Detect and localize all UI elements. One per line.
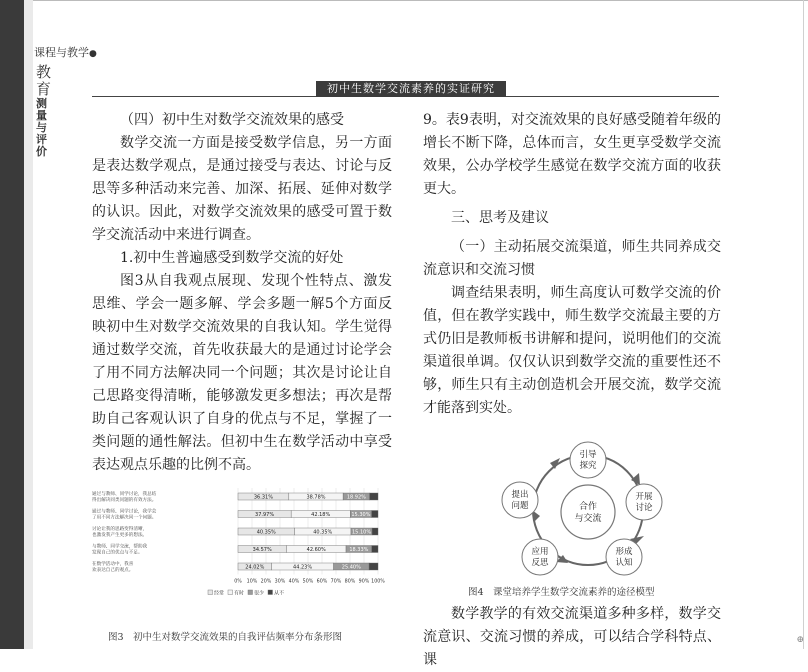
legend-swatch: [208, 590, 213, 595]
legend-label: 从不: [274, 590, 285, 597]
journal-subname: [36, 98, 50, 158]
category-label: 与教师、同学交流，帮助我发现自己的优点与不足。: [92, 544, 148, 556]
data-label: 44.23%: [293, 564, 313, 571]
journal-char: 教: [36, 63, 52, 81]
paragraph: 9。表9表明，对交流效果的良好感受随着年级的增长不断下降，总体而言，女生更享受数学交流效果，公办学校学生感觉在数学交流方面的收获更大。: [423, 112, 721, 197]
legend-swatch: [268, 590, 273, 595]
bullet-icon: ●: [89, 49, 97, 59]
paragraph: 数学交流一方面是接受数学信息，另一方面是表达数学观点，是通过接受与表达、讨论与反思等多种活动来完善、加深、拓展、延伸对数学的认识。因此，对数学交流效果的感受可置于数学交流活动中来进行调查。: [92, 135, 392, 243]
cycle-node: [570, 442, 606, 478]
data-label: 37.97%: [255, 511, 275, 518]
category-label: 通过与教师、同学讨论，我总结得出解决同类问题的有效方法。: [92, 492, 157, 503]
data-label: 42.18%: [311, 511, 331, 518]
article-title: 初中生数学交流素养的实证研究: [316, 81, 506, 97]
svg-text:引导: 引导: [579, 450, 597, 460]
paragraph: 数学教学的有效交流渠道多种多样，数学交流意识、交流习惯的养成，可以结合学科特点、课: [423, 606, 721, 668]
right-column: [423, 109, 721, 420]
data-label: 34.57%: [252, 546, 272, 553]
paragraph-continued: [423, 603, 721, 672]
svg-text:讨论: 讨论: [635, 503, 653, 513]
x-tick-label: 10%: [246, 579, 258, 585]
section-heading: 三、思考及建议: [451, 210, 549, 226]
x-tick-label: 60%: [316, 579, 328, 585]
paragraph: 图3从自我观点展现、发现个性特点、激发思维、学会一题多解、学会多题一解5个方面反映初中生对数学交流效果的自我认知。学生觉得通过数学交流，首先收获最大的是通过讨论学会了用不同方法解决同一个问题；其次是讨论让自己思路变得清晰，能够激发更多想法；再次是帮助自己客观认识了自身的优点与不足，掌握了一类问题的通性解法。但初中生在数学活动中享受表达观点乐趣的比例不高。: [92, 273, 392, 473]
data-label: 18.92%: [346, 494, 366, 501]
right-rule: [803, 0, 804, 649]
legend-swatch: [248, 590, 253, 595]
svg-text:开展: 开展: [635, 492, 653, 502]
category-label: 通过与教师、同学讨论，我学会了用不同方法解决同一个问题。: [92, 509, 157, 521]
svg-text:问题: 问题: [511, 501, 529, 511]
journal-sub-char: 量: [36, 109, 47, 122]
svg-text:提出: 提出: [511, 490, 529, 500]
category-label: 讨论让我的思路变得清晰，也激发我产生更多的想法。: [92, 527, 148, 538]
x-tick-label: 50%: [302, 579, 314, 585]
svg-text:形成: 形成: [615, 547, 633, 557]
svg-text:反思: 反思: [531, 558, 549, 568]
bar-segment: [372, 511, 378, 518]
journal-sub-char: 评: [36, 133, 47, 146]
cycle-node: [522, 539, 558, 575]
data-label: 15.10%: [352, 529, 372, 536]
legend-label: 有时: [234, 590, 245, 597]
top-rule: [33, 0, 808, 1]
left-column: [92, 109, 392, 477]
figure3-chart: [90, 486, 390, 616]
x-tick-label: 40%: [288, 579, 300, 585]
legend-swatch: [228, 590, 233, 595]
x-tick-label: 20%: [260, 579, 272, 585]
data-label: 42.60%: [306, 546, 326, 553]
article-title-bar: [92, 81, 719, 97]
data-label: 36.31%: [253, 494, 273, 501]
journal-sub-char: 测: [36, 97, 47, 110]
x-tick-label: 100%: [371, 579, 385, 585]
category-label: 在数学活动中，我喜欢表达自己的观点。: [92, 562, 134, 573]
data-label: 25.40%: [341, 564, 361, 571]
svg-text:应用: 应用: [531, 547, 549, 557]
journal-name: [36, 64, 54, 98]
bar-segment: [370, 493, 378, 500]
data-label: 38.78%: [306, 494, 326, 501]
x-tick-label: 30%: [274, 579, 286, 585]
figure4-diagram: [468, 440, 708, 580]
section-heading: （四）初中生对数学交流效果的感受: [120, 112, 344, 128]
cycle-node: [502, 482, 538, 518]
svg-text:认知: 认知: [615, 558, 633, 568]
data-label: 18.33%: [349, 546, 369, 553]
bar-segment: [372, 528, 378, 535]
x-tick-label: 70%: [330, 579, 342, 585]
data-label: 40.35%: [313, 529, 333, 536]
cycle-node: [626, 484, 662, 520]
center-node-label: 合作: [578, 502, 598, 512]
left-margin-stripe: [24, 0, 33, 649]
center-node: [561, 485, 615, 539]
cycle-node: [606, 539, 642, 575]
data-label: 15.30%: [351, 511, 371, 518]
svg-text:探究: 探究: [579, 461, 597, 471]
subheading: 1.初中生普遍感受到数学交流的好处: [120, 250, 344, 266]
subheading: （一）主动拓展交流渠道，师生共同养成交流意识和交流习惯: [423, 239, 721, 278]
bar-segment: [372, 546, 378, 553]
journal-sub-char: 与: [36, 121, 47, 134]
figure4-caption: 图4 课堂培养学生数学交流素养的途径模型: [468, 587, 655, 598]
section-label-text: 课程与教学: [34, 46, 89, 59]
journal-sub-char: 价: [36, 145, 47, 158]
page-corner-mark: ⊕: [796, 635, 804, 645]
x-tick-label: 90%: [358, 579, 370, 585]
bar-segment: [369, 563, 378, 570]
data-label: 40.35%: [256, 529, 276, 536]
center-node-label: 与交流: [574, 514, 602, 524]
paragraph: 调查结果表明，师生高度认可数学交流的价值，但在教学实践中，师生数学交流最主要的方式仍旧是教师板书讲解和提问，说明他们的交流渠道很单调。仅仅认识到数学交流的重要性还不够，师生只有主动创造机会开展交流，数学交流才能落到实处。: [423, 285, 721, 416]
x-tick-label: 80%: [344, 579, 356, 585]
legend-label: 经常: [214, 590, 225, 597]
journal-char: 育: [36, 80, 52, 98]
section-label: [34, 44, 97, 60]
x-tick-label: 0%: [234, 579, 242, 585]
data-label: 24.02%: [245, 564, 265, 571]
legend-label: 很少: [254, 590, 265, 597]
figure3-caption: 图3 初中生对数学交流效果的自我评估频率分布条形图: [108, 632, 343, 643]
